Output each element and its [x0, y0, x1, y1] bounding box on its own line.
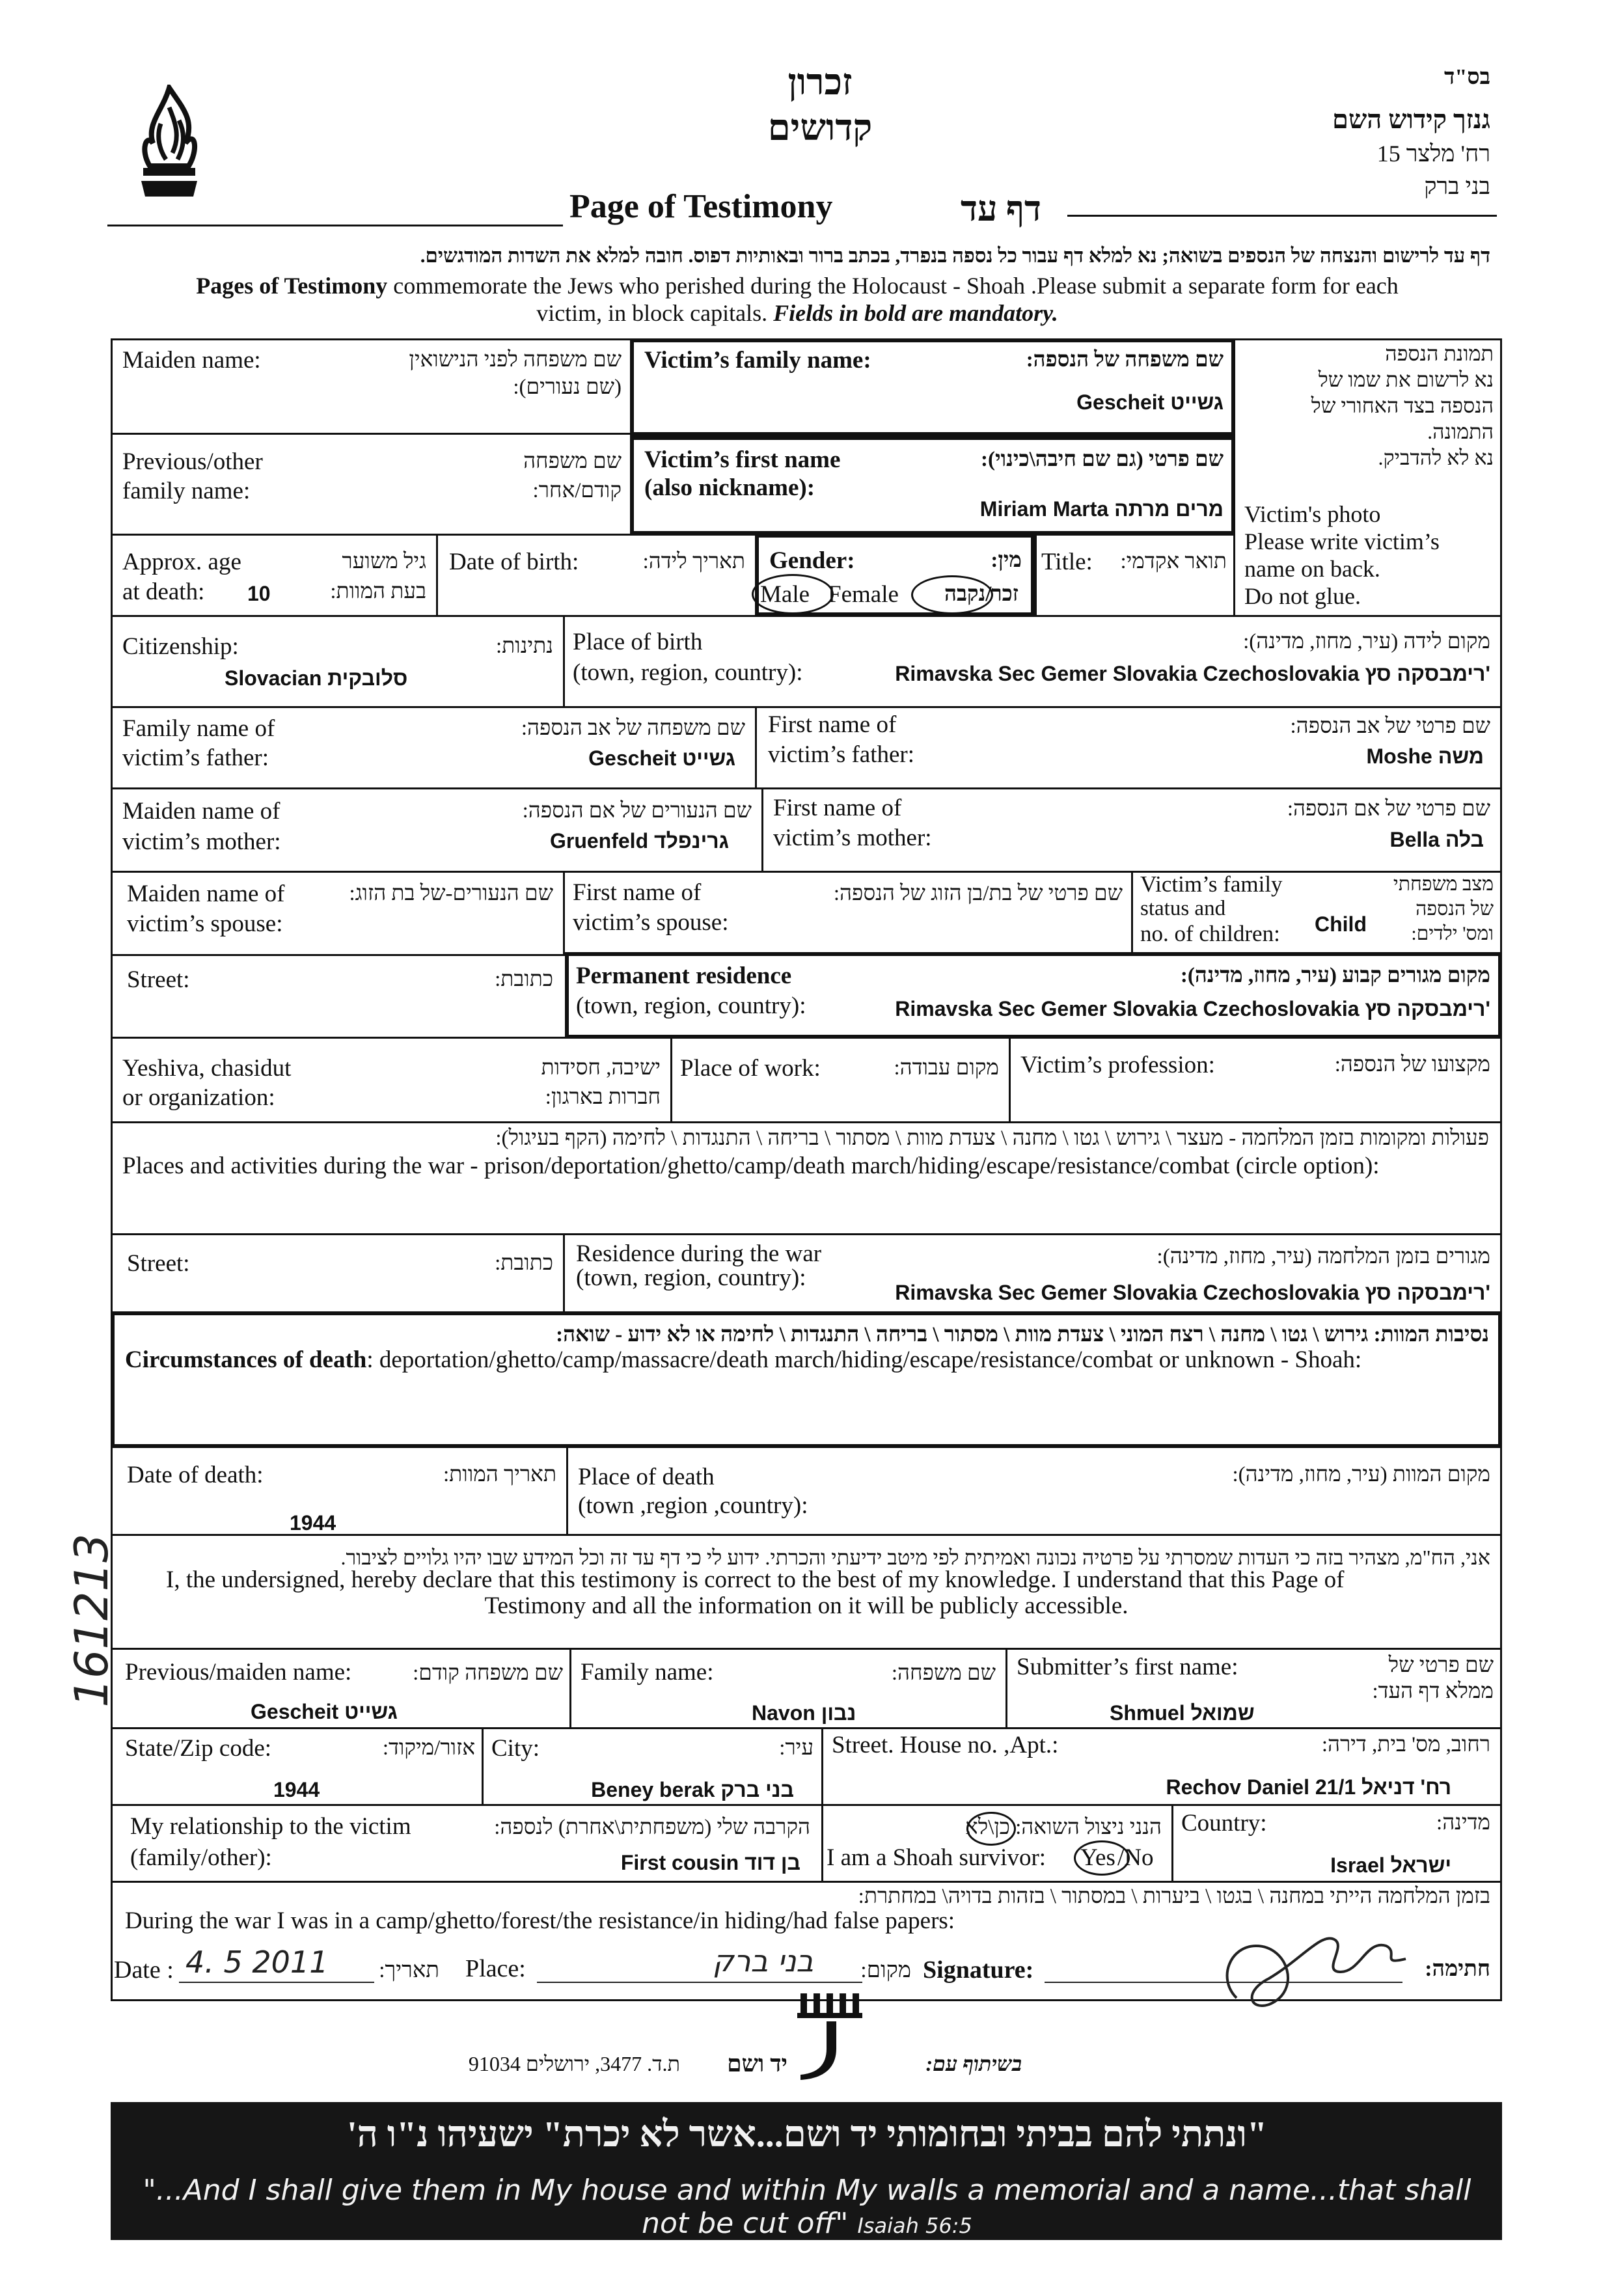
date-value[interactable]: 4. 5 2011 — [185, 1945, 329, 1980]
date-of-death-label-he: תאריך המוות: — [443, 1463, 556, 1486]
approx-age-label-2: at death: — [122, 579, 205, 605]
victim-first-name-label-1: Victim’s first name — [644, 446, 841, 473]
survivor-label-he: הנני ניצול השואה: כן\לא — [964, 1816, 1162, 1839]
citizenship-value[interactable]: Slovacian סלובקית — [225, 666, 408, 690]
spouse-first-name-label-2: victim’s spouse: — [573, 909, 729, 936]
gender-male-circle — [752, 574, 834, 614]
father-family-name-value[interactable]: Gescheit גשייט — [588, 746, 735, 770]
previous-family-name-label-2: family name: — [122, 478, 251, 504]
family-status-label-he-1: מצב משפחתי — [1393, 873, 1494, 895]
intro-hebrew: דף עד לרישום והנצחה של הנספים בשואה; נא למלא דף עבור כל נספה בנפרד, בכתב ברור ובאותיות דפוס. חובה למלא את השדות המודגשים. — [420, 244, 1490, 267]
maiden-name-label: Maiden name: — [122, 347, 261, 374]
place-label: Place: — [465, 1955, 526, 1982]
submitter-city-value[interactable]: Beney berak בני ברק — [591, 1778, 794, 1801]
war-street-label: Street: — [127, 1250, 190, 1277]
page-title-he: דף עד — [961, 189, 1041, 228]
relationship-label-2: (family/other): — [130, 1844, 272, 1871]
date-of-birth-label-he: תאריך לידה: — [642, 550, 745, 573]
mother-maiden-name-value[interactable]: Gruenfeld גרינפלד — [549, 829, 729, 853]
family-status-label-2: status and — [1140, 897, 1226, 920]
submitter-street-value[interactable]: Rechov Daniel 21/1 רח' דניאל — [1166, 1775, 1451, 1799]
gender-female-option[interactable]: Female — [828, 581, 899, 608]
yeshiva-label-he-2: חברות בארגון: — [545, 1086, 661, 1109]
maiden-name-label-he-1: שם משפחה לפני הנישואין — [409, 348, 622, 372]
signature-label-he: חתימה: — [1425, 1957, 1490, 1981]
header-rule-right — [1067, 215, 1497, 217]
submitter-first-name-label: Submitter’s first name: — [1017, 1654, 1238, 1680]
victim-first-name-label-he: שם פרטי (גם שם חיבה\כינוי): — [981, 448, 1224, 471]
signature-mark[interactable] — [1210, 1920, 1425, 2017]
header-rule-left — [107, 225, 563, 226]
spouse-maiden-name-label-2: victim’s spouse: — [127, 910, 283, 937]
war-residence-value[interactable]: Rimavska Sec Gemer Slovakia Czechoslovakia רימבסקה סץ' — [895, 1281, 1490, 1304]
submitter-family-name-label-he: שם משפחה: — [891, 1661, 996, 1685]
war-residence-label-2: (town, region, country): — [576, 1264, 806, 1291]
permanent-residence-label-he: מקום מגורים קבוע (עיר, מחוז, מדינה): — [1180, 964, 1490, 987]
yad-vashem-address: ת.ד. 3477, ירושלים 91034 — [468, 2052, 680, 2075]
survivor-yes-option[interactable]: Yes — [1080, 1844, 1115, 1871]
declaration-he: אני, הח"מ, מצהיר בזה כי העדות שמסרתי על פרטיה נכונה ואמיתית לפי מיטב ידיעתי והכרתי. ידוע לי כי דף עד זה וכל המידע שבו יהיו גלויים לציבור. — [340, 1546, 1490, 1569]
signature-label: Signature: — [923, 1956, 1034, 1984]
approx-age-label-he-1: גיל משוער — [342, 550, 426, 573]
date-of-death-value[interactable]: 1944 — [290, 1511, 336, 1535]
submitter-prev-name-label: Previous/maiden name: — [125, 1659, 352, 1686]
yeshiva-label-2: or organization: — [122, 1084, 275, 1111]
father-first-name-label-2: victim’s father: — [768, 741, 915, 768]
father-family-name-label-2: victim’s father: — [122, 745, 269, 771]
citizenship-label: Citizenship: — [122, 633, 239, 660]
gender-he-options[interactable]: זכר/נקבה — [944, 582, 1019, 606]
war-activities-label-he: פעולות ומקומות בזמן המלחמה - מעצר \ גירוש \ גטו \ מחנה \ צעדת מוות \ מסתור \ בריחה \ התנגדות \ לחימה (הקף בעיגול): — [495, 1127, 1489, 1150]
family-status-label-1: Victim’s family — [1140, 871, 1283, 897]
place-of-death-label-2: (town ,region ,country): — [578, 1492, 808, 1519]
mother-first-name-value[interactable]: Bella בלה — [1389, 828, 1484, 851]
war-street-label-he: כתובת: — [495, 1251, 553, 1275]
permanent-residence-label-2: (town, region, country): — [576, 992, 806, 1019]
submitter-city-label-he: עיר: — [779, 1736, 814, 1760]
quote-banner-he: "ונתתי להם בביתי ובחומותי יד ושם...אשר לא יכרת" ישעיהו נ"ו ה' — [347, 2114, 1267, 2155]
country-value[interactable]: Israel ישראל — [1330, 1853, 1451, 1877]
submitter-zip-label-he: אזור/מיקוד: — [382, 1736, 475, 1760]
victim-family-name-value[interactable]: Gescheit גשייט — [1076, 390, 1224, 414]
date-label: Date : — [114, 1956, 174, 1984]
place-of-birth-label-2: (town, region, country): — [573, 659, 803, 686]
spouse-maiden-name-label-he: שם הנעורים-של בת הזוג: — [349, 882, 553, 905]
submitter-first-name-value[interactable]: Shmuel שמואל — [1110, 1701, 1255, 1725]
date-of-birth-label: Date of birth: — [449, 549, 579, 575]
submitter-first-name-label-he-1: שם פרטי של — [1388, 1654, 1494, 1677]
intro-english-2: victim, in block capitals. Fields in bold are mandatory. — [536, 300, 1058, 326]
war-residence-label-he: מגורים בזמן המלחמה (עיר, מחוז, מדינה): — [1156, 1245, 1490, 1268]
place-of-work-label: Place of work: — [680, 1055, 821, 1082]
yeshiva-label-1: Yeshiva, chasidut — [122, 1055, 292, 1082]
relationship-label-1: My relationship to the victim — [130, 1813, 411, 1840]
victim-family-name-label-he: שם משפחה של הנספה: — [1026, 348, 1224, 372]
margin-number: 161213 — [65, 1533, 118, 1708]
submitter-first-name-label-he-2: ממלא דף העד: — [1372, 1680, 1494, 1703]
flame-logo-icon — [133, 85, 205, 198]
zikaron-title: זכרון — [787, 62, 853, 103]
mother-first-name-label-2: victim’s mother: — [773, 825, 932, 851]
war-location-label-he: בזמן המלחמה הייתי במחנה \ בגטו \ ביערות \ במסתור \ בזהות בדויה\ במחתרת: — [858, 1885, 1490, 1908]
victim-family-name-label: Victim’s family name: — [644, 347, 871, 374]
war-activities-label: Places and activities during the war - prison/deportation/ghetto/camp/death march/hiding/escape/resistance/combat (circle option): — [122, 1153, 1380, 1179]
previous-family-name-label-he-1: שם משפחה — [523, 450, 622, 473]
submitter-street-label-he: רחוב, מס' בית, דירה: — [1321, 1733, 1490, 1756]
victim-first-name-label-2: (also nickname): — [644, 474, 815, 501]
permanent-residence-value[interactable]: Rimavska Sec Gemer Slovakia Czechoslovakia רימבסקה סץ' — [895, 997, 1490, 1020]
war-residence-label-1: Residence during the war — [576, 1240, 822, 1267]
war-location-label: During the war I was in a camp/ghetto/forest/the resistance/in hiding/had false papers: — [125, 1907, 955, 1934]
approx-age-value[interactable]: 10 — [247, 582, 271, 605]
submitter-zip-label: State/Zip code: — [125, 1735, 272, 1762]
maiden-name-label-he-2: (שם נעורים): — [513, 376, 622, 399]
place-of-death-label-1: Place of death — [578, 1464, 715, 1490]
page-title-en: Page of Testimony — [569, 188, 833, 225]
survivor-no-option[interactable]: /No — [1117, 1844, 1154, 1871]
father-first-name-label-he: שם פרטי של אב הנספה: — [1290, 715, 1490, 738]
profession-label: Victim’s profession: — [1020, 1052, 1215, 1078]
citizenship-label-he: נתינות: — [496, 635, 553, 658]
profession-label-he: מקצועו של הנספה: — [1334, 1053, 1490, 1076]
country-label-he: מדינה: — [1436, 1811, 1490, 1835]
victim-first-name-value[interactable]: Miriam Marta מרים מרתה — [979, 497, 1224, 521]
family-status-value[interactable]: Child — [1315, 912, 1367, 936]
relationship-label-he: הקרבה שלי (משפחתית\אחרת) לנספה: — [494, 1816, 810, 1839]
survivor-he-circle — [966, 1812, 1016, 1846]
submitter-prev-name-label-he: שם משפחה קודם: — [413, 1661, 563, 1685]
approx-age-label-1: Approx. age — [122, 549, 241, 575]
yad-vashem-name: יד ושם — [727, 2051, 787, 2077]
spouse-first-name-label-1: First name of — [573, 879, 702, 906]
declaration-en-2: Testimony and all the information on it will be publicly accessible. — [484, 1592, 1128, 1619]
spouse-maiden-name-label-1: Maiden name of — [127, 881, 285, 907]
submitter-city-label: City: — [491, 1735, 540, 1762]
submitter-street-label: Street. House no. ,Apt.: — [832, 1732, 1059, 1758]
partner-label-he: בשיתוף עם: — [925, 2052, 1022, 2075]
org-city: בני ברק — [1424, 173, 1490, 199]
place-of-birth-label-1: Place of birth — [573, 629, 703, 655]
declaration-en-1: I, the undersigned, hereby declare that this testimony is correct to the best of my knowledge. I understand that this Page of — [166, 1566, 1345, 1593]
family-status-label-he-3: ומס' ילדים: — [1411, 923, 1494, 944]
gender-male-option[interactable]: Male — [760, 581, 810, 608]
family-status-label-he-2: של הנספה — [1416, 898, 1494, 920]
mother-maiden-name-label-1: Maiden name of — [122, 798, 280, 825]
bsd: בס"ד — [1444, 65, 1490, 89]
submitter-prev-name-value[interactable]: Gescheit גשייט — [251, 1700, 398, 1723]
mother-first-name-label-1: First name of — [773, 795, 902, 821]
gender-label: Gender: — [769, 547, 855, 574]
street-label: Street: — [127, 966, 190, 993]
org-street: רח' מלצר 15 — [1376, 141, 1490, 167]
submitter-family-name-label: Family name: — [581, 1659, 714, 1686]
country-label: Country: — [1181, 1810, 1267, 1837]
previous-family-name-label-he-2: קודם/אחר: — [532, 479, 622, 502]
place-label-he: מקום: — [860, 1958, 911, 1982]
place-of-birth-label-he: מקום לידה (עיר, מחוז, מדינה): — [1243, 630, 1490, 653]
intro-english-1: Pages of Testimony commemorate the Jews who perished during the Holocaust - Shoah .Please submit a separate form for each — [196, 273, 1399, 299]
mother-maiden-name-label-he: שם הנעורים של אם הנספה: — [522, 799, 752, 823]
place-of-death-label-he: מקום המוות (עיר, מחוז, מדינה): — [1232, 1463, 1490, 1486]
gender-label-he: מין: — [991, 549, 1022, 572]
permanent-residence-label-1: Permanent residence — [576, 963, 792, 989]
survivor-label: I am a Shoah survivor: — [827, 1844, 1046, 1871]
father-first-name-label-1: First name of — [768, 711, 897, 738]
date-label-he: תאריך: — [379, 1958, 439, 1982]
quote-banner-en: "...And I shall give them in My house and within My walls a memorial and a name...that shall not be cut off" Isaiah 56:5 — [143, 2174, 1471, 2240]
title-label: Title: — [1041, 549, 1093, 575]
circumstances-label-he: נסיבות המוות: גירוש \ גטו \ מחנה \ רצח המוני \ צעדת מוות \ מסתור \ בריחה \ התנגדות \ לחימה או לא ידוע - שואה: — [556, 1323, 1489, 1346]
place-of-birth-value[interactable]: Rimavska Sec Gemer Slovakia Czechoslovakia רימבסקה סץ' — [895, 662, 1490, 685]
kedoshim-title: קדושים — [767, 108, 873, 148]
previous-family-name-label-1: Previous/other — [122, 448, 263, 475]
title-label-he: תואר אקדמי: — [1120, 550, 1227, 573]
quote-banner — [111, 2102, 1502, 2240]
place-of-work-label-he: מקום עבודה: — [894, 1056, 999, 1080]
relationship-value[interactable]: First cousin בן דוד — [620, 1851, 800, 1874]
yad-vashem-logo-icon — [787, 1990, 879, 2081]
father-first-name-value[interactable]: Moshe משה — [1366, 745, 1484, 768]
submitter-family-name-value[interactable]: Navon נבון — [752, 1701, 856, 1725]
father-family-name-label-1: Family name of — [122, 715, 275, 742]
family-status-label-3: no. of children: — [1140, 921, 1280, 946]
date-of-death-label: Date of death: — [127, 1462, 264, 1488]
place-value[interactable]: בני ברק — [712, 1943, 814, 1978]
spouse-first-name-label-he: שם פרטי של בת/בן הזוג של הנספה: — [833, 882, 1123, 905]
yeshiva-label-he-1: ישיבה, חסידות — [541, 1056, 661, 1080]
mother-maiden-name-label-2: victim’s mother: — [122, 828, 281, 855]
father-family-name-label-he: שם משפחה של אב הנספה: — [521, 717, 745, 740]
circumstances-label: Circumstances of death: deportation/ghetto/camp/massacre/death march/hiding/escape/resistance/combat or unknown - Shoah: — [125, 1346, 1362, 1373]
mother-first-name-label-he: שם פרטי של אם הנספה: — [1287, 797, 1490, 821]
street-label-he: כתובת: — [495, 968, 553, 991]
gender-female-he-circle — [911, 575, 993, 614]
submitter-zip-value[interactable]: 1944 — [273, 1778, 320, 1801]
org-name: גנזך קידוש השם — [1332, 105, 1490, 134]
approx-age-label-he-2: בעת המוות: — [330, 580, 426, 603]
